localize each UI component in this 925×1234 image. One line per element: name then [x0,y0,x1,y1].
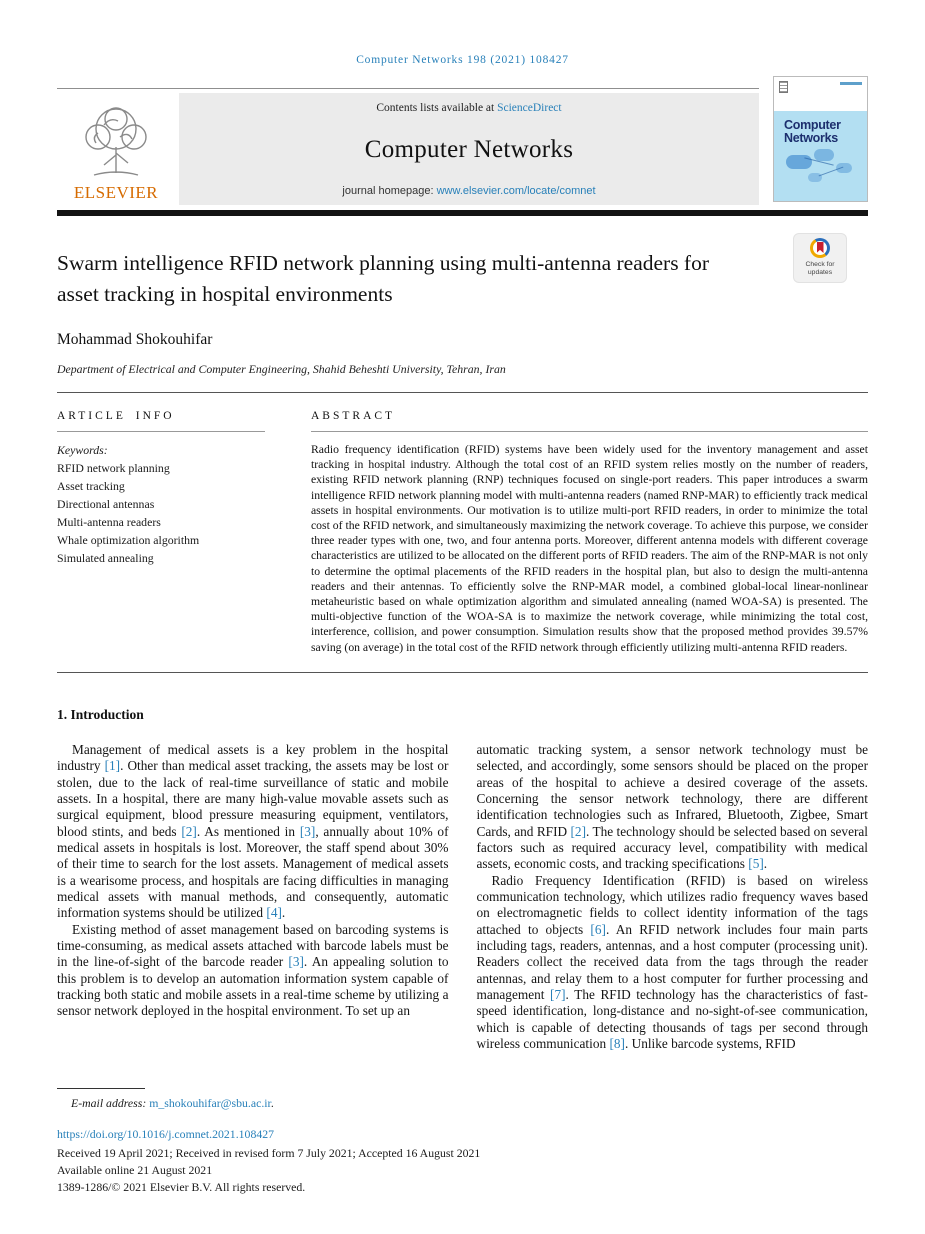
abstract-text: Radio frequency identification (RFID) systems have been widely used for the inventory management and asset tracking in hospital industry. Although the total cost of an RFID system relies mostly on the number of readers, existing RFID network planning (RNP) techniques focused on single-port readers. This paper introduces a swarm intelligence RFID network planning model with multi-antenna readers (named RNP-MAR) to efficiently track medical assets in hospital environments. Our motivation is to utilize multi-port RFID readers, in order to minimize the total cost of the RFID network, and simultaneously maximizing the network coverage. To achieve this purpose, we consider three reader types with one, two, and four antenna ports. Moreover, different antenna models with different coverage characteristics are utilized to be allocated on the different ports of RFID readers. The aim of the RNP-MAR is not only to determine the optimal placements of the RFID readers in the hospital plan, but also to design the multi-antenna readers and their antennas. To efficiently solve the RNP-MAR model, a combined global-local linear-nonlinear metaheuristic based on whale optimization algorithm and simulated annealing (named WOA-SA) is presented. The multi-objective function of the WOA-SA is to maximize the network coverage, while minimizing the total cost, interference, collision, and power consumption. Simulation results show that the proposed method provides 39.57% saving (on average) in the total cost of the RFID network through efficiently utilizing multi-antenna RFID readers. [311,443,868,654]
received-line: Received 19 April 2021; Received in revised form 7 July 2021; Accepted 16 August 2021 [57,1146,481,1161]
elsevier-logo-text: ELSEVIER [73,183,159,202]
article-info-column [57,410,265,655]
keywords-block [57,442,265,567]
introduction-heading: 1. Introduction [57,706,144,722]
contents-line-prefix: Contents lists available at [376,102,498,114]
meta-section [57,410,868,655]
header-divider-bar [57,210,868,216]
homepage-url-link[interactable]: www.elsevier.com/locate/comnet [436,185,596,197]
intro-paragraph: Management of medical assets is a key problem in the hospital industry [1]. Other than medical asset tracking, the assets may be lost or stolen, due to the lack of real-time surveillance of static and mobile assets. In a hospital, there are many high-value movable assets such as surgical equipment, blood pressure measuring equipment, ventilators, blood stints, and beds [2]. As mentioned in [3], annually about 10% of medical assets in hospitals is lost. Moreover, the staff spend about 30% of their time to search for the lost assets. Management of medical assets is a wearisome process, and hospitals are facing difficulties in managing medical assets with manual methods, and consequently, automatic information systems should be utilized [4]. [57,741,449,921]
cover-title-line2: Networks [784,131,838,146]
keyword-item: Multi-antenna readers [57,514,161,529]
intro-paragraph: Existing method of asset management based on barcoding systems is time-consuming, as medical assets attached with barcode labels must be in the line-of-sight of the barcode reader [3]. An appealing solution to this problem is to develop an automation information system capable of tracking both static and mobile assets in a real-time scheme by utilizing a sensor network deployed in the hospital environment. To set up an [57,921,449,1019]
email-suffix: . [270,1096,274,1111]
intro-right-column [477,742,869,1053]
publication-info [57,1126,868,1195]
section-divider [57,392,868,393]
email-line [57,1096,868,1111]
keyword-item: Asset tracking [57,478,125,493]
introduction-body [57,742,868,1053]
intro-paragraph: Radio Frequency Identification (RFID) is based on wireless communication technology, which utilizes radio frequency waves based on electromagnetic fields to collect identity information of the tags attached to objects [6]. An RFID network includes four main parts including tags, readers, antennas, and a host computer (processing unit). Readers collect the received data from the tags through the reader antennas, and relay them to a host computer for further processing and management [7]. The RFID technology has the characteristics of fast-speed identification, long-distance and no-sight-of-see communication, which is capable of detecting thousands of tags per second through wireless communication [8]. Unlike barcode systems, RFID [476,872,868,1052]
bookmark-icon [817,242,824,253]
cover-top-strip [774,77,867,111]
citation-ref[interactable]: [5] [748,856,764,872]
check-updates-ring-icon [810,238,830,258]
citation-ref[interactable]: [7] [550,987,566,1003]
rights-line: 1389-1286/© 2021 Elsevier B.V. All rights reserved. [57,1179,306,1194]
journal-header [57,88,868,205]
check-for-updates-badge[interactable] [794,234,846,282]
cover-body [774,111,867,202]
footnote-rule [57,1088,145,1089]
homepage-prefix: journal homepage: [342,185,437,197]
citation-ref[interactable]: [6] [590,921,606,937]
elsevier-logo [57,93,175,205]
citation-ref[interactable]: [4] [266,905,282,921]
cover-title-line1: Computer [784,118,841,132]
citation-ref[interactable]: [3] [288,954,304,970]
author-affiliation: Department of Electrical and Computer Engineering, Shahid Beheshti University, Tehran, Iran [57,362,506,377]
journal-banner [179,93,759,205]
contents-line [189,102,749,114]
citation-ref[interactable]: [3] [299,823,316,839]
doi-link[interactable]: https://doi.org/10.1016/j.comnet.2021.108427 [57,1127,275,1142]
email-label: E-mail address: [71,1096,147,1111]
email-link[interactable]: m_shokouhifar@sbu.ac.ir [149,1096,271,1111]
journal-header-main [57,88,759,205]
cover-publisher-mark-icon [779,81,788,93]
abstract-column [311,410,868,655]
keyword-item: Simulated annealing [57,550,154,565]
homepage-line [189,185,749,197]
keyword-item: RFID network planning [57,460,170,475]
cover-issn-mark [840,82,862,85]
journal-cover-column [773,76,868,205]
intro-paragraph: automatic tracking system, a sensor network technology must be selected, and accordingly, some sensors should be placed on the proper areas of the hospital to achieve a desired coverage of the assets. Concerning the sensor network technology, there are different identification technologies such as Infrared, Bluetooth, Zigbee, Smart Cards, and RFID [2]. The technology should be selected based on several factors such as required accuracy level, compatibility with medical assets, economic costs, and tracking specifications [5]. [476,741,868,872]
available-online-line: Available online 21 August 2021 [57,1162,213,1177]
abstract-heading: ABSTRACT [311,410,868,432]
citation-ref[interactable]: [1] [104,758,121,774]
check-updates-label: Check for updates [805,261,835,276]
keywords-label: Keywords: [57,443,108,458]
citation-ref[interactable]: [2] [181,823,197,839]
sciencedirect-link[interactable]: ScienceDirect [497,102,562,114]
author-name[interactable]: Mohammad Shokouhifar [57,331,213,349]
paper-title: Swarm intelligence RFID network planning using multi-antenna readers for asset tracking in hospital environments [57,251,710,306]
cover-network-node [786,155,812,169]
journal-cover-thumbnail[interactable] [773,76,868,202]
keyword-item: Whale optimization algorithm [57,532,200,547]
title-block [57,248,868,309]
keyword-item: Directional antennas [57,496,155,511]
citation-ref[interactable]: [2] [570,823,587,839]
elsevier-tree-icon [74,103,158,181]
section-divider [57,672,868,673]
cover-network-node [814,149,834,161]
article-info-heading: ARTICLE INFO [57,410,265,432]
citation-ref[interactable]: [8] [609,1036,625,1052]
intro-left-column [57,742,449,1053]
cover-journal-title [784,119,841,145]
footnote-block [57,1088,868,1111]
running-head-citation: Computer Networks 198 (2021) 108427 [356,54,569,66]
journal-title: Computer Networks [364,135,574,163]
